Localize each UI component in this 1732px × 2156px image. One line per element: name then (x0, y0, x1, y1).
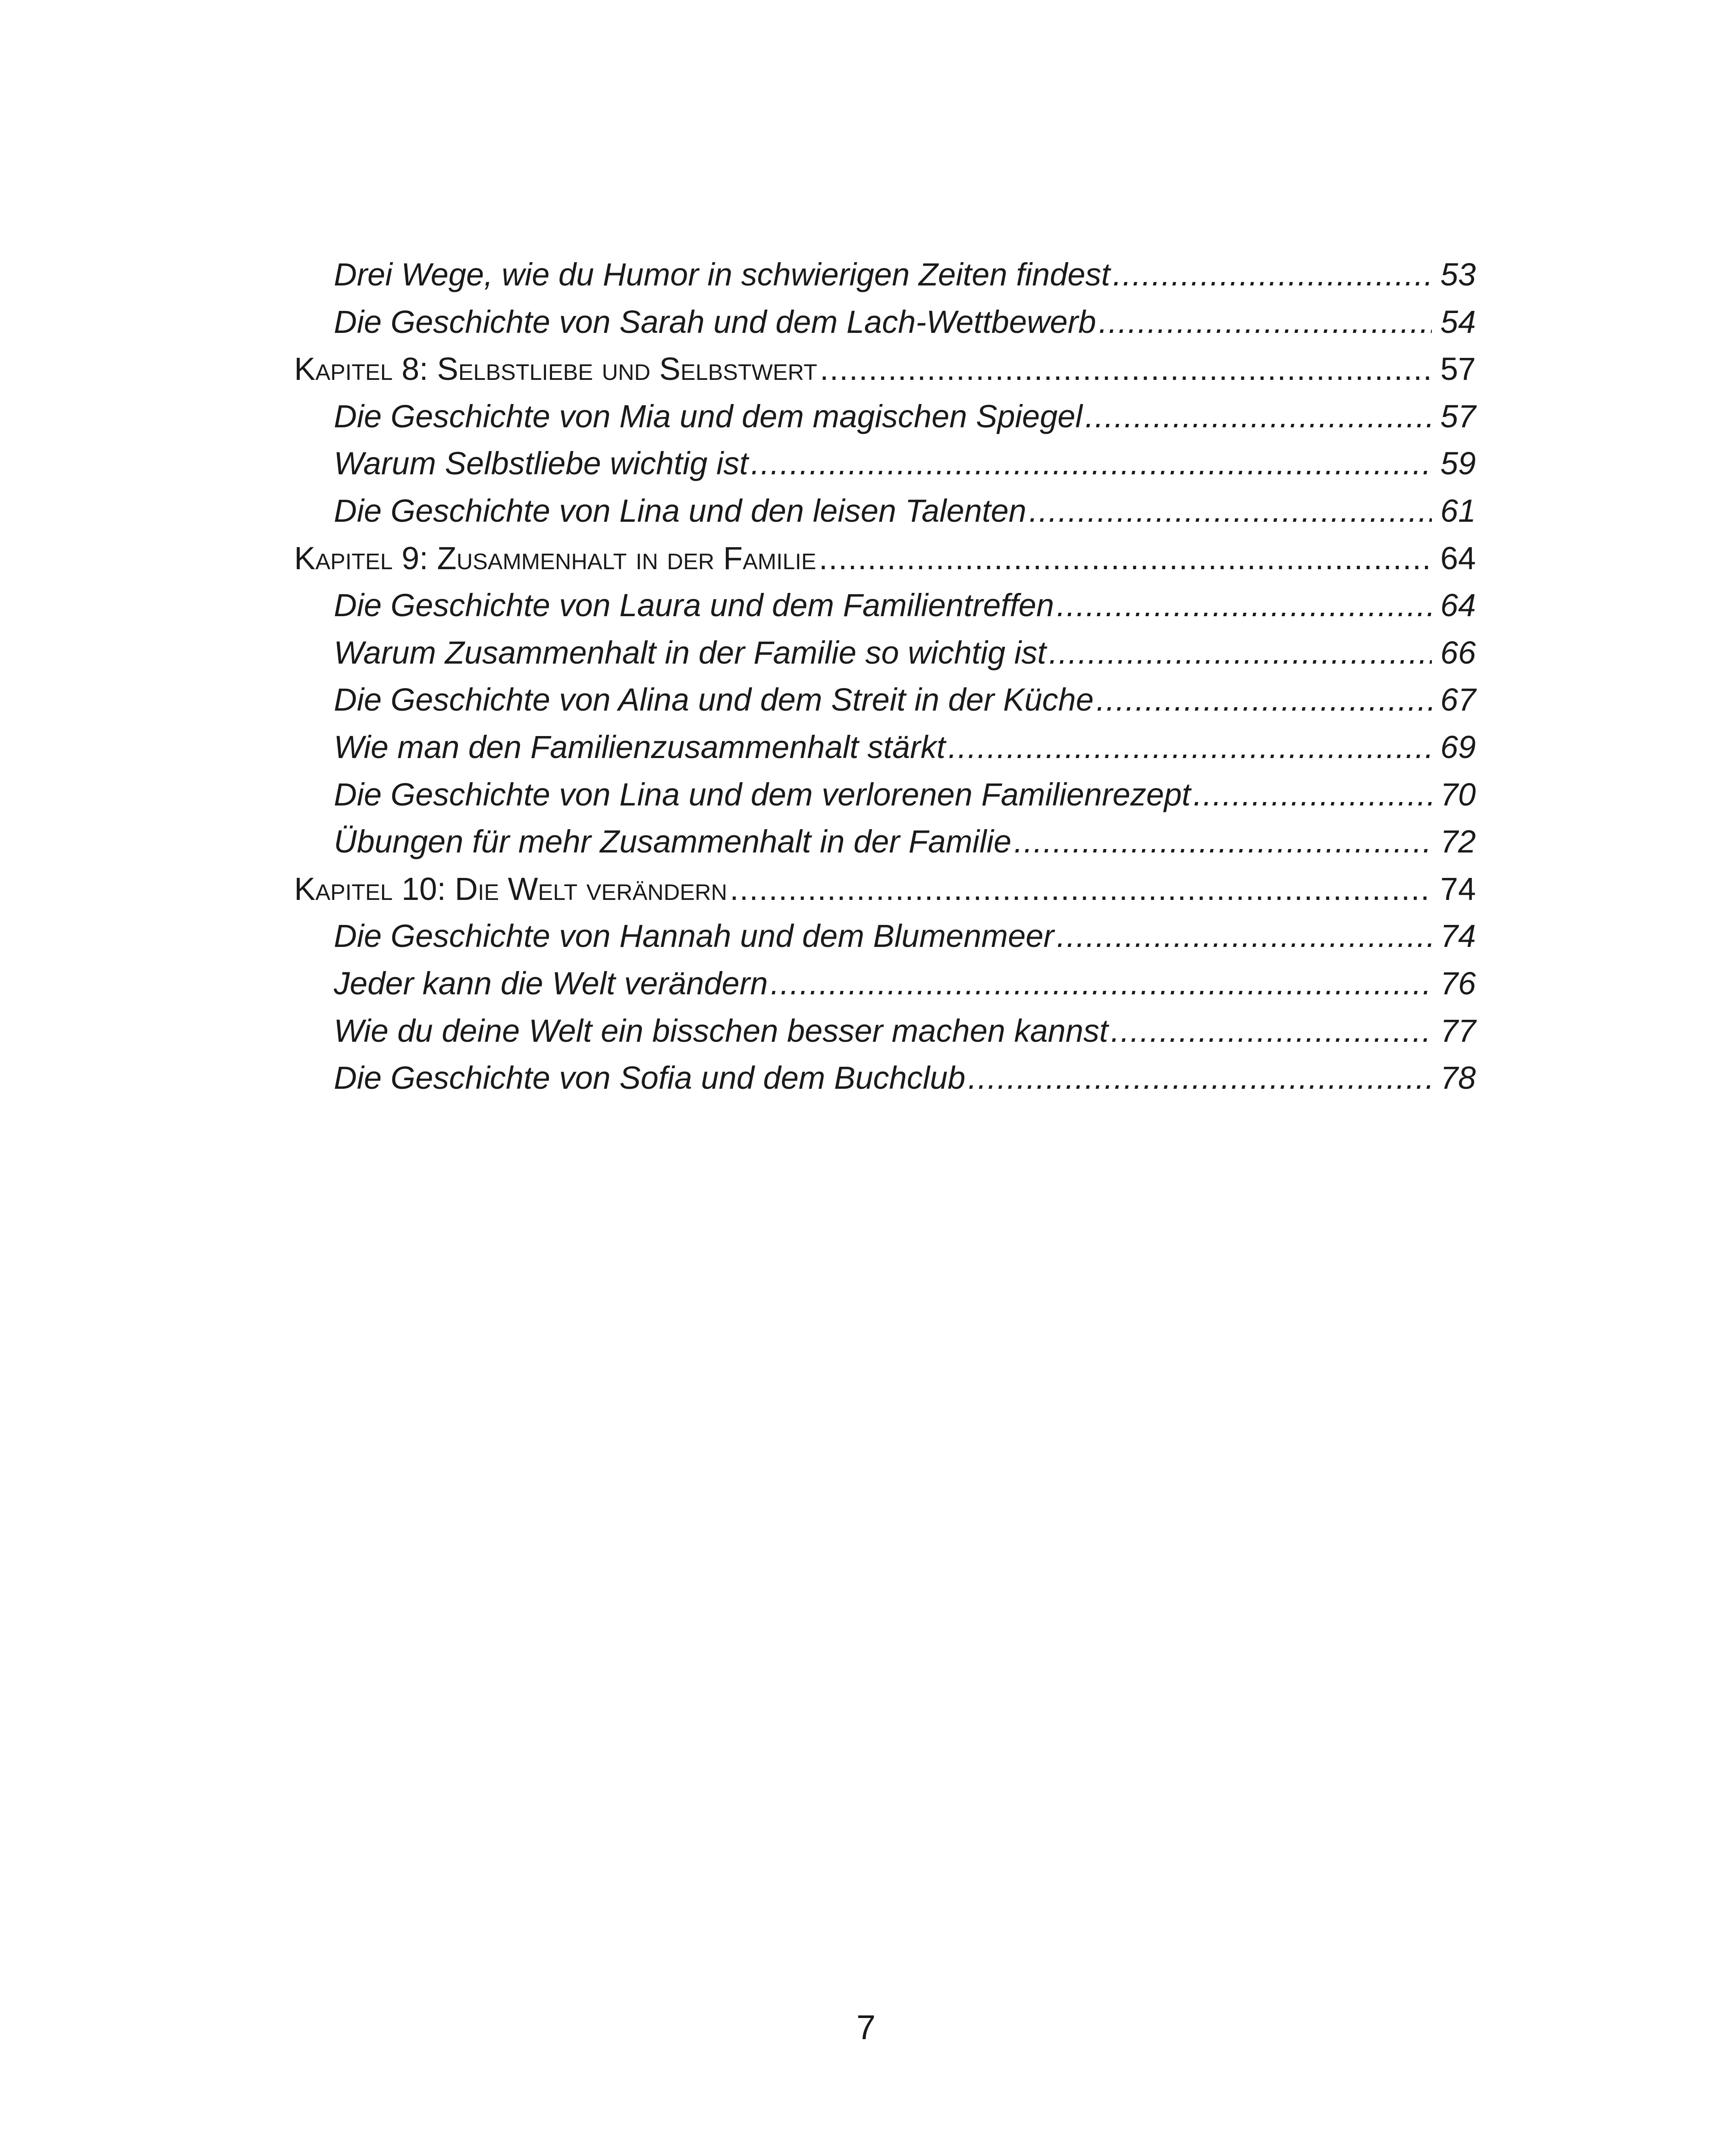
toc-chapter-title: Kapitel 8: Selbstliebe und Selbstwert (294, 351, 817, 387)
toc-entry-title: Die Geschichte von Sarah und dem Lach-Wettbewerb (334, 304, 1096, 340)
toc-entry-page: 70 (1440, 776, 1476, 812)
toc-entry-title: Warum Zusammenhalt in der Familie so wichtig ist (334, 634, 1046, 671)
toc-chapter-entry[interactable] (294, 535, 1476, 582)
toc-entry-page: 61 (1440, 492, 1476, 529)
toc-entry[interactable] (294, 960, 1476, 1007)
toc-entry-title: Wie man den Familienzusammenhalt stärkt (334, 729, 946, 765)
toc-entry-page: 69 (1440, 729, 1476, 765)
toc-dot-leader (1057, 912, 1432, 960)
toc-entry-title: Jeder kann die Welt verändern (334, 965, 768, 1001)
toc-entry-page: 78 (1440, 1060, 1476, 1096)
toc-chapter-title: Kapitel 9: Zusammenhalt in der Familie (294, 540, 816, 576)
toc-dot-leader (1113, 251, 1432, 298)
toc-entry-page: 66 (1440, 634, 1476, 671)
toc-entry-page: 67 (1440, 682, 1476, 718)
toc-entry-title: Drei Wege, wie du Humor in schwierigen Zeiten findest (334, 257, 1111, 292)
toc-entry[interactable] (294, 298, 1476, 346)
toc-dot-leader (751, 440, 1432, 487)
toc-entry-title: Die Geschichte von Mia und dem magischen Spiegel (334, 398, 1082, 434)
toc-dot-leader (770, 960, 1432, 1007)
toc-entry-page: 53 (1440, 257, 1476, 292)
toc-entry[interactable] (294, 771, 1476, 818)
toc-dot-leader (1085, 393, 1432, 440)
toc-entry-page: 72 (1440, 824, 1476, 860)
toc-entry[interactable] (294, 1007, 1476, 1055)
toc-dot-leader (730, 865, 1432, 913)
toc-entry[interactable] (294, 1054, 1476, 1102)
toc-entry-page: 76 (1440, 965, 1476, 1001)
toc-entry[interactable] (294, 676, 1476, 724)
toc-entry-page: 64 (1440, 587, 1476, 624)
toc-dot-leader (948, 724, 1432, 771)
toc-entry-page: 59 (1440, 445, 1476, 482)
toc-entry-title: Übungen für mehr Zusammenhalt in der Familie (334, 824, 1012, 860)
toc-entry[interactable] (294, 582, 1476, 629)
toc-dot-leader (1049, 629, 1432, 677)
toc-dot-leader (968, 1054, 1432, 1102)
toc-entry[interactable] (294, 629, 1476, 677)
toc-entry-title: Die Geschichte von Lina und den leisen Talenten (334, 492, 1026, 529)
toc-dot-leader (1193, 771, 1432, 818)
toc-entry-title: Die Geschichte von Hannah und dem Blumenmeer (334, 918, 1054, 954)
toc-entry-title: Die Geschichte von Alina und dem Streit in der Küche (334, 682, 1094, 718)
toc-dot-leader (1014, 818, 1432, 865)
toc-dot-leader (820, 345, 1432, 393)
toc-entry-page: 74 (1440, 918, 1476, 954)
toc-entry-title: Warum Selbstliebe wichtig ist (334, 445, 748, 482)
toc-chapter-entry[interactable] (294, 345, 1476, 393)
toc-entry-page: 64 (1440, 540, 1476, 576)
toc-chapter-title: Kapitel 10: Die Welt verändern (294, 871, 728, 907)
toc-entry-title: Die Geschichte von Lina und dem verlorenen Familienrezept (334, 776, 1191, 812)
toc-chapter-entry[interactable] (294, 865, 1476, 913)
toc-dot-leader (1029, 487, 1432, 535)
toc-dot-leader (819, 535, 1432, 582)
toc-entry[interactable] (294, 818, 1476, 865)
toc-entry-page: 57 (1440, 398, 1476, 434)
table-of-contents (294, 251, 1476, 1102)
toc-entry-title: Die Geschichte von Laura und dem Familientreffen (334, 587, 1054, 624)
toc-entry-title: Wie du deine Welt ein bisschen besser machen kannst (334, 1012, 1108, 1049)
toc-dot-leader (1098, 298, 1432, 346)
toc-dot-leader (1057, 582, 1432, 629)
toc-dot-leader (1111, 1007, 1432, 1055)
toc-entry[interactable] (294, 393, 1476, 440)
toc-dot-leader (1096, 676, 1432, 724)
toc-entry[interactable] (294, 440, 1476, 487)
toc-entry-page: 57 (1440, 351, 1476, 387)
toc-entry-page: 77 (1440, 1012, 1476, 1049)
page-number: 7 (856, 2008, 876, 2046)
toc-entry[interactable] (294, 912, 1476, 960)
toc-entry-title: Die Geschichte von Sofia und dem Buchclub (334, 1060, 966, 1096)
toc-entry[interactable] (294, 487, 1476, 535)
toc-entry-page: 74 (1440, 871, 1476, 907)
toc-entry[interactable] (294, 251, 1476, 298)
toc-entry-page: 54 (1440, 304, 1476, 340)
toc-entry[interactable] (294, 724, 1476, 771)
